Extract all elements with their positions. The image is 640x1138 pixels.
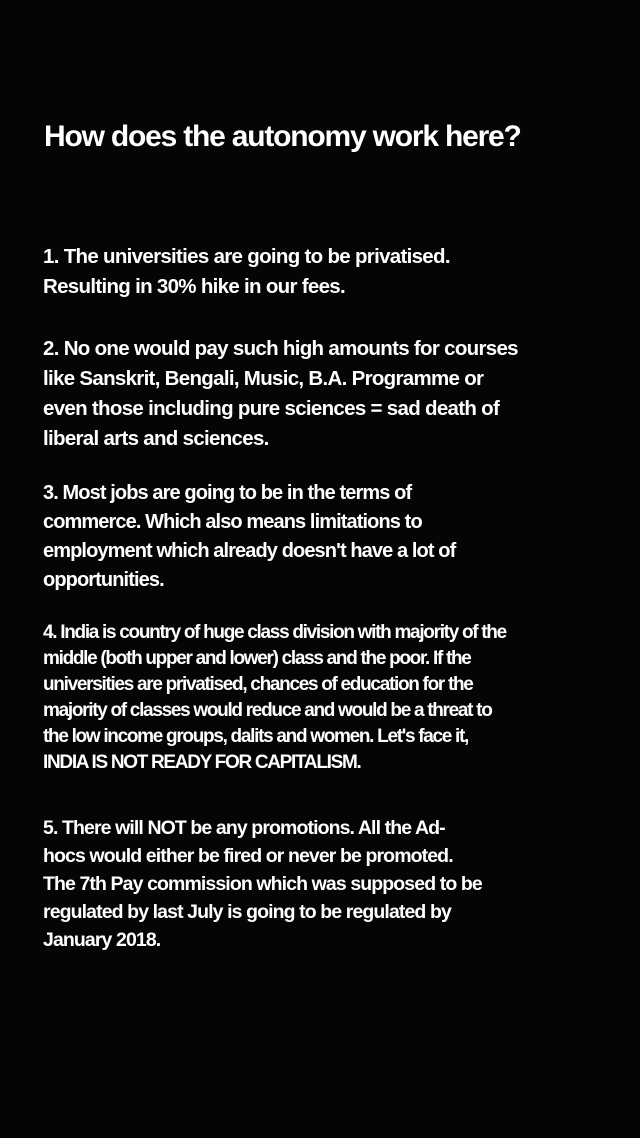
point-line: like Sanskrit, Bengali, Music, B.A. Programme or bbox=[43, 367, 484, 390]
point-3 bbox=[43, 479, 455, 595]
point-line: regulated by last July is going to be regulated by bbox=[43, 901, 451, 923]
point-line: January 2018. bbox=[43, 929, 161, 951]
point-line: The 7th Pay commission which was supposed to be bbox=[43, 873, 482, 895]
point-line: opportunities. bbox=[43, 569, 164, 591]
point-line: hocs would either be fired or never be promoted. bbox=[43, 845, 453, 867]
point-5 bbox=[43, 814, 482, 954]
point-line: majority of classes would reduce and would be a threat to bbox=[43, 700, 492, 721]
point-2 bbox=[43, 334, 518, 454]
point-line: the low income groups, dalits and women. Let's face it, bbox=[43, 726, 468, 747]
point-4 bbox=[43, 620, 506, 776]
point-line: commerce. Which also means limitations to bbox=[43, 511, 422, 533]
point-line: 5. There will NOT be any promotions. All the Ad- bbox=[43, 817, 445, 839]
point-line: liberal arts and sciences. bbox=[43, 427, 269, 450]
point-line: 2. No one would pay such high amounts for courses bbox=[43, 337, 518, 360]
point-line: employment which already doesn't have a lot of bbox=[43, 540, 456, 562]
point-line: universities are privatised, chances of education for the bbox=[43, 674, 473, 695]
point-line: even those including pure sciences = sad death of bbox=[43, 397, 500, 420]
point-1 bbox=[43, 242, 450, 302]
point-line: 3. Most jobs are going to be in the terms of bbox=[43, 482, 412, 504]
point-line: Resulting in 30% hike in our fees. bbox=[43, 275, 345, 298]
point-line: middle (both upper and lower) class and the poor. If the bbox=[43, 648, 471, 669]
point-line: 4. India is country of huge class division with majority of the bbox=[43, 622, 506, 643]
point-line: INDIA IS NOT READY FOR CAPITALISM. bbox=[43, 752, 361, 773]
point-line: 1. The universities are going to be privatised. bbox=[43, 245, 450, 268]
page-title: How does the autonomy work here? bbox=[44, 120, 521, 153]
